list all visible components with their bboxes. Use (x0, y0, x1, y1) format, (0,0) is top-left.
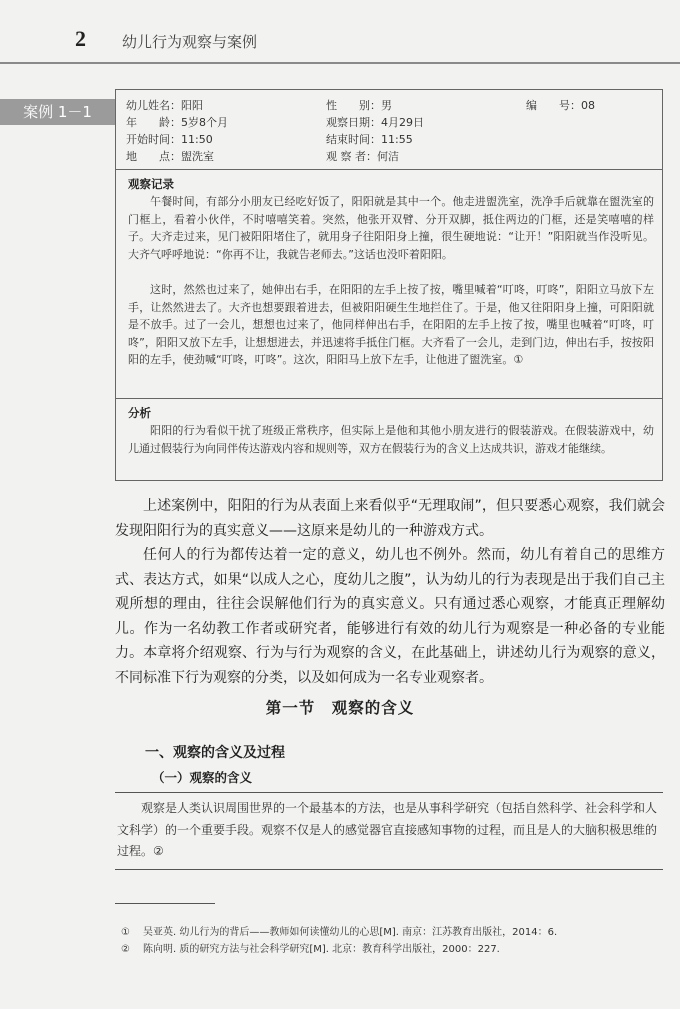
record-title: 观察记录 (128, 177, 174, 191)
footnote-marker: ② (121, 944, 130, 955)
child-name: 幼儿姓名：阳阳 (126, 99, 203, 112)
footnote-text: 陈向明. 质的研究方法与社会科学研究[M]. 北京：教育科学出版社，2000：227. (143, 944, 500, 955)
body-paragraph: 上述案例中，阳阳的行为从表面上来看似乎“无理取闹”，但只要悉心观察，我们就会发现阳阳行为的真实意义——这原来是幼儿的一种游戏方式。 (115, 498, 665, 539)
header-divider (0, 62, 680, 64)
observer: 观 察 者：何洁 (326, 150, 399, 163)
analysis-title: 分析 (128, 406, 151, 420)
footnote (121, 940, 500, 955)
footnote-divider (115, 903, 215, 904)
section-title: 第一节 观察的含义 (265, 699, 415, 717)
running-head-title: 幼儿行为观察与案例 (122, 33, 258, 51)
end-time: 结束时间：11:55 (326, 133, 413, 146)
quote-bottom-rule (115, 869, 663, 870)
record-paragraph: 这时，然然也过来了，她伸出右手，在阳阳的左手上按了按，嘴里喊着“叮咚，叮咚”，阳阳立马放下左手，让然然进去了。大齐也想要跟着进去，但被阳阳硬生生地拦住了。于是，他又往阳阳身上撞，可阳阳就是不放手。过了一会儿，想想也过来了，他同样伸出右手，在阳阳的左手上按了按，嘴里也喊着“叮咚，叮咚”，阳阳又放下左手，让想想进去，并迅速将手抵住门框。大齐看了一会儿，走到门边，伸出右手，按按阳阳的左手，使劲喊“叮咚，叮咚”。这次，阳阳马上放下左手，让他进了盥洗室。① (128, 283, 654, 367)
heading-level-2: 一、观察的含义及过程 (145, 745, 285, 761)
body-paragraph: 任何人的行为都传达着一定的意义，幼儿也不例外。然而，幼儿有着自己的思维方式、表达方式，如果“以成人之心，度幼儿之腹”，认为幼儿的行为表现是出于我们自己主观所想的理由，往往会误解他们行为的真实意义。只有通过悉心观察，才能真正理解幼儿。作为一名幼教工作者或研究者，能够进行有效的幼儿行为观察是一种必备的专业能力。本章将介绍观察、行为与行为观察的含义，在此基础上，讲述幼儿行为观察的意义，不同标准下行为观察的分类，以及如何成为一名专业观察者。 (115, 547, 665, 686)
observation-date: 观察日期：4月29日 (326, 116, 424, 129)
footnote-marker: ① (121, 927, 130, 938)
footnote-text: 吴亚英. 幼儿行为的背后——教师如何读懂幼儿的心思[M]. 南京：江苏教育出版社，2014：6. (143, 927, 558, 938)
case-number: 编 号：08 (526, 99, 595, 112)
heading-level-3: （一）观察的含义 (152, 770, 253, 785)
child-age: 年 龄：5岁8个月 (126, 116, 228, 129)
quote-top-rule (115, 792, 663, 793)
info-divider (116, 169, 662, 170)
definition-quote: 观察是人类认识周围世界的一个最基本的方法，也是从事科学研究（包括自然科学、社会科学和人文科学）的一个重要手段。观察不仅是人的感觉器官直接感知事物的过程，而且是人的大脑积极思维的过程。② (117, 801, 658, 858)
start-time: 开始时间：11:50 (126, 133, 213, 146)
footnote (121, 923, 557, 938)
record-paragraph: 午餐时间，有部分小朋友已经吃好饭了，阳阳就是其中一个。他走进盥洗室，洗净手后就靠在盥洗室的门框上，看着小伙伴，不时嘻嘻笑着。突然，他张开双臂、分开双脚，抵住两边的门框，还是笑嘻嘻的样子。大齐走过来，见门被阳阳堵住了，就用身子往阳阳身上撞，很生硬地说：“让开！”阳阳就当作没听见。大齐气呼呼地说：“你再不让，我就告老师去。”这话也没吓着阳阳。 (128, 195, 654, 261)
case-label-tab: 案例 1－1 (0, 99, 115, 125)
location: 地 点：盥洗室 (126, 150, 214, 163)
case-study-box (115, 89, 663, 481)
analysis-divider (116, 398, 662, 399)
child-gender: 性 别：男 (326, 99, 392, 112)
analysis-text: 阳阳的行为看似干扰了班级正常秩序，但实际上是他和其他小朋友进行的假装游戏。在假装游戏中，幼儿通过假装行为向同伴传达游戏内容和规则等，双方在假装行为的含义上达成共识，游戏才能继续。 (128, 424, 654, 455)
page-number: 2 (75, 26, 86, 51)
